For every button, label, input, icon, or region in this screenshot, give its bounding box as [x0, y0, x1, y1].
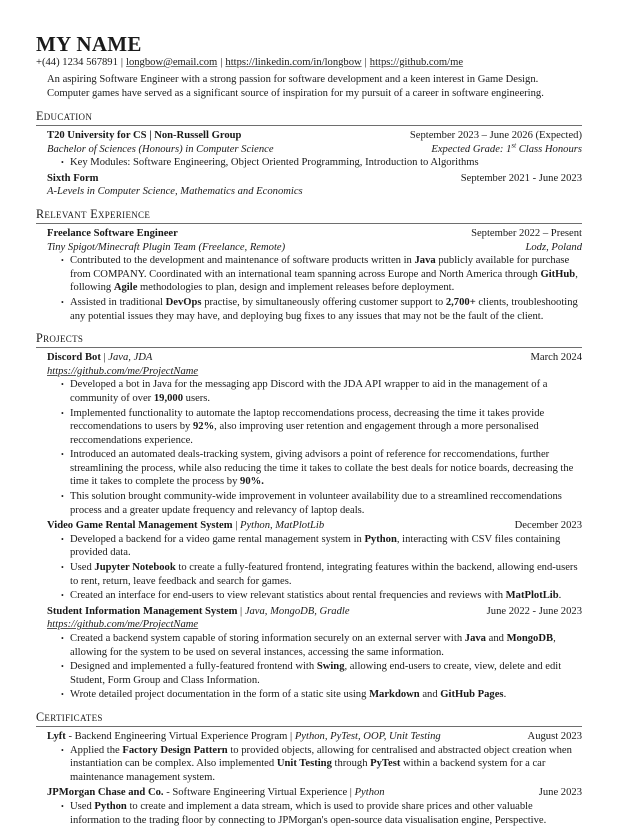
job-role: Freelance Software Engineer	[47, 227, 178, 239]
bullet-item	[47, 533, 582, 560]
bullet-text: practise, by simultaneously offering customer support to	[201, 296, 446, 308]
expected-grade	[431, 143, 582, 157]
highlighted-keyword: 2,700+	[445, 296, 476, 308]
bullet-item	[47, 800, 582, 827]
separator: |	[220, 57, 223, 68]
bullet-item	[47, 561, 582, 588]
bullet-text: through	[331, 758, 371, 770]
certificate-date: August 2023	[527, 730, 582, 742]
bullet-list	[47, 254, 582, 323]
project-dates: June 2022 - June 2023	[486, 605, 582, 617]
bullet-item	[47, 378, 582, 405]
job-location: Lodz, Poland	[525, 241, 582, 253]
bullet-text: .	[558, 590, 562, 602]
education-dates: September 2023 – June 2026 (Expected)	[409, 130, 582, 141]
bullet-list	[47, 378, 582, 517]
bullet-item	[47, 490, 582, 517]
education-entry	[47, 129, 582, 170]
bullet-text: Applied the	[70, 744, 123, 756]
bullet-text: users.	[183, 392, 211, 404]
certificate-heading	[47, 730, 441, 744]
bullet-text: , following	[70, 268, 578, 294]
bullet-item	[47, 296, 582, 323]
institution-name: T20 University for CS | Non-Russell Group	[47, 130, 242, 141]
phone-number: +(44) 1234 567891	[36, 57, 118, 68]
bullet-icon: •	[61, 634, 64, 643]
bullet-icon: •	[61, 380, 64, 390]
highlighted-keyword: Python	[94, 800, 127, 812]
section-title: Certificates	[36, 709, 103, 724]
candidate-name: MY NAME	[36, 32, 142, 56]
bullet-item	[47, 660, 582, 687]
section-divider	[36, 125, 582, 126]
bullet-item	[47, 156, 582, 170]
certificate-heading	[47, 786, 385, 800]
highlighted-keyword: Java	[464, 633, 486, 644]
bullet-text: to create and implement a data stream, which is used to provide share prices and other valuable information to the trading floor by connecting to JPMorgan's open-source data visualisation engine, Perspective.	[70, 800, 547, 826]
bullet-item	[47, 589, 582, 603]
grade-superscript: st	[511, 141, 517, 150]
highlighted-keyword: GitHub Pages	[440, 689, 504, 701]
certificate-org: JPMorgan Chase and Co.	[47, 787, 164, 799]
bullet-text: , allowing end-users to create, view, delete and edit Student, Form Group and Class Information.	[70, 661, 562, 686]
summary-paragraph: An aspiring Software Engineer with a strong passion for software development and a keen interest in Game Design. Computer games have served as a significant source of inspiration for my pursuit of a career in software engineering.	[47, 74, 544, 99]
bullet-text: Developed a bot in Java for the messaging app Discord with the JDA API wrapper to aid in the management of a community of over	[70, 379, 548, 404]
bullet-text: Developed a backend for a video game rental management system in	[70, 533, 365, 545]
bullet-list	[47, 744, 582, 785]
highlighted-keyword: Python	[364, 533, 397, 545]
bullet-icon: •	[61, 534, 64, 544]
resume-content	[36, 33, 582, 828]
bullet-item	[47, 688, 582, 702]
bullet-item	[47, 632, 582, 659]
highlighted-keyword: Unit Testing	[276, 758, 332, 770]
section-divider	[36, 726, 582, 727]
separator: |	[120, 57, 124, 68]
project-entry	[47, 519, 582, 603]
certificate-org: Lyft	[47, 730, 66, 742]
certificate-tech: Python, PyTest, OOP, Unit Testing	[294, 730, 441, 742]
grade-suffix: Class Honours	[516, 143, 582, 155]
bullet-text: , allowing for the system to be used on several instances, accessing the same information.	[70, 633, 556, 658]
bullet-text: methodologies to plan, design and implement releases before deployment.	[137, 282, 455, 294]
bullet-text: Created a backend system capable of storing information securely on an external server with	[70, 633, 465, 644]
bullet-text: Introduced an automated deals-tracking system, giving advisors a point of reference for reccomendations, further streamlining the process, while also reducing the time it takes to collate the best deals for notice boards, decreasing the time it takes to complete the process by	[70, 449, 574, 488]
grade-prefix: Expected Grade: 1	[431, 143, 512, 155]
bullet-text: within a backend system for a car maintenance management system.	[70, 758, 546, 783]
bullet-text: Used	[70, 800, 95, 812]
bullet-text: to provided objects, allowing for centralised and abstracted object creation when instantiation can be complex. Also implemented	[70, 744, 572, 770]
section-title: Relevant Experience	[36, 206, 151, 221]
education-entry	[47, 172, 582, 199]
institution-name: Sixth Form	[47, 172, 99, 184]
certificate-entry	[47, 786, 582, 827]
bullet-text: , also improving user retention and engagement through a more personalised reccomendations experience.	[70, 421, 539, 446]
job-dates: September 2022 – Present	[471, 227, 582, 239]
project-name: Student Information Management System	[47, 605, 238, 617]
project-heading: Discord Bot | Java, JDA	[47, 352, 153, 364]
project-dates: March 2024	[530, 352, 582, 364]
education-section	[36, 109, 582, 199]
certificate-entry	[47, 730, 582, 784]
bullet-icon: •	[61, 801, 64, 811]
bullet-text: and	[419, 689, 441, 701]
project-link[interactable]: https://github.com/me/ProjectName	[47, 365, 199, 377]
highlighted-keyword: 92%	[192, 421, 215, 433]
bullet-item	[47, 407, 582, 448]
github-link[interactable]: https://github.com/me	[369, 57, 464, 68]
bullet-item	[47, 744, 582, 785]
highlighted-keyword: MatPlotLib	[505, 590, 559, 602]
highlighted-keyword: PyTest	[370, 758, 401, 770]
highlighted-keyword: Java	[414, 255, 436, 267]
highlighted-keyword: GitHub	[540, 268, 576, 280]
project-tech: Java, JDA	[108, 352, 153, 364]
bullet-list	[47, 632, 582, 702]
section-divider	[36, 347, 582, 348]
bullet-list	[47, 156, 582, 170]
section-title: Projects	[36, 331, 84, 346]
bullet-text: clients, troubleshooting any potential issues they may have, and deploying bug fixes to any issues that may not be the fault of the client.	[70, 296, 578, 322]
bullet-text: Wrote detailed project documentation in the form of a static site using	[70, 689, 370, 701]
section-divider	[36, 223, 582, 224]
project-name: Video Game Rental Management System	[47, 520, 233, 532]
project-tech: Java, MongoDB, Gradle	[244, 605, 350, 617]
highlighted-keyword: 90%.	[240, 476, 264, 488]
degree-name: A-Levels in Computer Science, Mathematics and Economics	[47, 186, 303, 198]
bullet-icon: •	[61, 745, 64, 755]
bullet-icon: •	[61, 492, 64, 502]
project-entry	[47, 351, 582, 517]
experience-section	[36, 207, 582, 323]
bullet-item	[47, 448, 582, 489]
highlighted-keyword: 19,000	[153, 392, 183, 404]
email-link[interactable]: longbow@email.com	[126, 57, 218, 68]
bullet-text: Used	[70, 562, 95, 574]
project-dates: December 2023	[514, 520, 582, 532]
experience-entry	[47, 227, 582, 323]
resume-header	[36, 33, 582, 101]
highlighted-keyword: Markdown	[369, 689, 420, 701]
bullet-icon: •	[61, 690, 64, 700]
bullet-list	[47, 533, 582, 603]
bullet-list	[47, 800, 582, 827]
bullet-text: Created an interface for end-users to view relevant statistics about rental frequencies and reviews with	[70, 590, 506, 602]
bullet-text: publicly available for purchase from COMPANY. Coordinated with an international team spanning across Europe and North America through	[70, 255, 570, 280]
bullet-icon: •	[61, 297, 64, 307]
bullet-text: Assisted in traditional	[70, 296, 166, 308]
bullet-text: Contributed to the development and maintenance of software products written in	[70, 255, 415, 267]
bullet-text: This solution brought community-wide improvement in volunteer availability due to a streamlined reccomendations process and a greater update frequency and relevancy of laptop deals.	[70, 491, 562, 516]
project-heading: Student Information Management System | Java, MongoDB, Gradle	[47, 605, 350, 617]
bullet-item	[47, 254, 582, 295]
certificate-program: - Software Engineering Virtual Experience |	[163, 787, 355, 799]
certificate-tech: Python	[354, 787, 385, 799]
bullet-icon: •	[61, 662, 64, 672]
degree-name: Bachelor of Sciences (Honours) in Computer Science	[47, 143, 274, 155]
highlighted-keyword: Factory Design Pattern	[122, 744, 228, 756]
bullet-icon: •	[61, 450, 64, 460]
project-entry	[47, 605, 582, 702]
separator: |	[364, 57, 367, 68]
projects-section	[36, 331, 582, 702]
highlighted-keyword: Swing	[316, 661, 345, 673]
highlighted-keyword: MongoDB	[506, 633, 554, 644]
project-heading: Video Game Rental Management System | Python, MatPlotLib	[47, 520, 325, 532]
education-dates: September 2021 - June 2023	[460, 172, 582, 184]
project-tech: Python, MatPlotLib	[239, 520, 325, 532]
certificate-date: June 2023	[538, 787, 582, 799]
bullet-text: .	[503, 689, 507, 701]
bullet-text: and	[485, 633, 507, 644]
section-title: Education	[36, 109, 93, 123]
bullet-icon: •	[61, 563, 64, 573]
linkedin-link[interactable]: https://linkedin.com/in/longbow	[225, 57, 362, 68]
company-name: Tiny Spigot/Minecraft Plugin Team (Freelance, Remote)	[47, 241, 286, 253]
highlighted-keyword: Agile	[113, 282, 138, 294]
bullet-icon: •	[61, 408, 64, 418]
bullet-icon: •	[61, 591, 64, 601]
highlighted-keyword: Jupyter Notebook	[94, 562, 176, 574]
bullet-text: Key Modules: Software Engineering, Object Oriented Programming, Introduction to Algorithms	[70, 157, 479, 169]
bullet-text: to create a fully-featured frontend, integrating features within the backend, allowing end-users to rent, return, leave feedback and search for games.	[70, 562, 578, 587]
bullet-text: , interacting with CSV files containing provided data.	[70, 533, 561, 559]
bullet-text: Designed and implemented a fully-featured frontend with	[70, 661, 317, 673]
bullet-icon: •	[61, 158, 64, 168]
project-link[interactable]: https://github.com/me/ProjectName	[47, 619, 199, 631]
project-name: Discord Bot	[47, 352, 101, 364]
bullet-icon: •	[61, 256, 64, 266]
certificates-section	[36, 710, 582, 827]
highlighted-keyword: DevOps	[165, 296, 202, 308]
contact-line	[36, 56, 582, 70]
certificate-program: - Backend Engineering Virtual Experience Program |	[65, 730, 295, 742]
bullet-text: Implemented functionality to automate the laptop reccomendations process, decreasing the time it takes provide reccomendations to users by	[70, 407, 545, 433]
